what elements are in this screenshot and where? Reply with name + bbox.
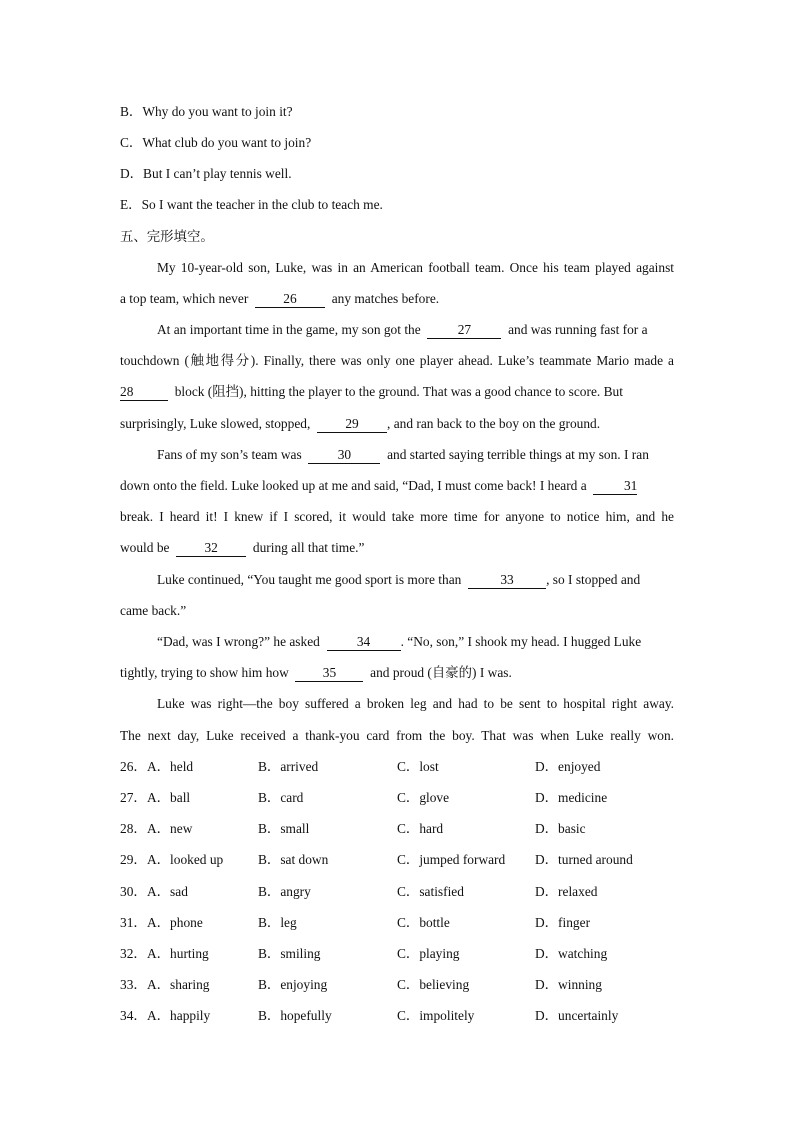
passage-line bbox=[120, 663, 674, 683]
question-row bbox=[120, 913, 680, 933]
option-c: C．hard bbox=[397, 821, 444, 836]
option-c: C．glove bbox=[397, 790, 450, 805]
option-b: B．angry bbox=[258, 884, 311, 899]
prev-option-e: E．So I want the teacher in the club to teach me. bbox=[120, 197, 383, 212]
blank-33: 33 bbox=[468, 571, 546, 589]
passage-text: down onto the field. Luke looked up at me and said, “Dad, I must come back! I heard a bbox=[120, 478, 587, 493]
passage-line bbox=[157, 632, 674, 652]
option-d: D．finger bbox=[535, 915, 591, 930]
prev-option-c: C．What club do you want to join? bbox=[120, 135, 312, 150]
question-row bbox=[120, 757, 680, 777]
question-row bbox=[120, 944, 680, 964]
option-d: D．winning bbox=[535, 977, 602, 992]
question-number: 34． bbox=[120, 1008, 147, 1023]
blank-29: 29 bbox=[317, 415, 387, 433]
passage-line: My 10-year-old son, Luke, was in an American football team. Once his team played against bbox=[157, 260, 674, 275]
prev-option-d: D．But I can’t play tennis well. bbox=[120, 166, 292, 181]
question-row bbox=[120, 850, 680, 870]
option-b: B．smiling bbox=[258, 946, 321, 961]
blank-30: 30 bbox=[308, 446, 380, 464]
blank-31: 31 bbox=[593, 477, 637, 495]
question-row bbox=[120, 788, 680, 808]
option-a: A．hurting bbox=[147, 946, 209, 961]
passage-text: and proud (自豪的) I was. bbox=[370, 665, 512, 680]
question-number: 33． bbox=[120, 977, 147, 992]
option-a: A．looked up bbox=[147, 852, 224, 867]
option-a: A．held bbox=[147, 759, 194, 774]
option-c: C．bottle bbox=[397, 915, 450, 930]
passage-text: surprisingly, Luke slowed, stopped, bbox=[120, 416, 311, 431]
passage-line bbox=[120, 476, 674, 496]
option-c: C．lost bbox=[397, 759, 439, 774]
question-row bbox=[120, 975, 680, 995]
option-d: D．uncertainly bbox=[535, 1008, 619, 1023]
passage-text: Fans of my son’s team was bbox=[157, 447, 302, 462]
section-title: 五、完形填空。 bbox=[120, 229, 214, 244]
passage-text: any matches before. bbox=[331, 291, 440, 306]
passage-text: a top team, which never bbox=[120, 291, 249, 306]
passage-text: and was running fast for a bbox=[508, 322, 648, 337]
option-d: D．relaxed bbox=[535, 884, 598, 899]
passage-text: , so I stopped and bbox=[546, 572, 641, 587]
option-c: C．jumped forward bbox=[397, 852, 506, 867]
passage-line bbox=[120, 289, 674, 309]
question-row bbox=[120, 1006, 680, 1026]
passage-text: and started saying terrible things at my son. I ran bbox=[387, 447, 649, 462]
question-row bbox=[120, 819, 680, 839]
passage-text: tightly, trying to show him how bbox=[120, 665, 289, 680]
option-d: D．turned around bbox=[535, 852, 633, 867]
question-number: 28． bbox=[120, 821, 147, 836]
option-a: A．phone bbox=[147, 915, 203, 930]
question-number: 29． bbox=[120, 852, 147, 867]
passage-line: Luke was right—the boy suffered a broken leg and had to be sent to hospital right away. bbox=[157, 696, 674, 711]
prev-option-b: B．Why do you want to join it? bbox=[120, 104, 293, 119]
option-d: D．medicine bbox=[535, 790, 608, 805]
option-b: B．leg bbox=[258, 915, 297, 930]
option-a: A．ball bbox=[147, 790, 191, 805]
option-a: A．sharing bbox=[147, 977, 210, 992]
passage-line: The next day, Luke received a thank-you card from the boy. That was when Luke really won. bbox=[120, 728, 674, 743]
option-b: B．enjoying bbox=[258, 977, 328, 992]
passage-text: , and ran back to the boy on the ground. bbox=[387, 416, 601, 431]
blank-27: 27 bbox=[427, 321, 501, 339]
blank-32: 32 bbox=[176, 539, 246, 557]
passage-line: came back.” bbox=[120, 603, 187, 618]
blank-28: 28 bbox=[120, 383, 168, 401]
question-row bbox=[120, 882, 680, 902]
option-d: D．basic bbox=[535, 821, 586, 836]
passage-text: At an important time in the game, my son got the bbox=[157, 322, 421, 337]
blank-26: 26 bbox=[255, 290, 325, 308]
question-number: 26． bbox=[120, 759, 147, 774]
option-a: A．happily bbox=[147, 1008, 211, 1023]
passage-text: during all that time.” bbox=[252, 540, 365, 555]
option-c: C．satisfied bbox=[397, 884, 464, 899]
passage-line bbox=[157, 570, 674, 590]
option-b: B．arrived bbox=[258, 759, 319, 774]
option-b: B．small bbox=[258, 821, 310, 836]
passage-line bbox=[120, 414, 674, 434]
question-number: 30． bbox=[120, 884, 147, 899]
passage-line: touchdown (触地得分). Finally, there was only one player ahead. Luke’s teammate Mario made a bbox=[120, 353, 674, 368]
option-d: D．watching bbox=[535, 946, 608, 961]
passage-text: would be bbox=[120, 540, 170, 555]
passage-text: block (阻挡), hitting the player to the ground. That was a good chance to score. But bbox=[174, 384, 623, 399]
option-b: B．hopefully bbox=[258, 1008, 332, 1023]
question-number: 32． bbox=[120, 946, 147, 961]
option-c: C．believing bbox=[397, 977, 470, 992]
passage-line bbox=[120, 382, 674, 402]
passage-text: “Dad, was I wrong?” he asked bbox=[157, 634, 320, 649]
option-c: C．playing bbox=[397, 946, 460, 961]
passage-line bbox=[157, 320, 674, 340]
passage-text: Luke continued, “You taught me good sport is more than bbox=[157, 572, 462, 587]
question-number: 27． bbox=[120, 790, 147, 805]
option-a: A．new bbox=[147, 821, 193, 836]
blank-34: 34 bbox=[327, 633, 401, 651]
option-b: B．sat down bbox=[258, 852, 329, 867]
passage-line bbox=[120, 538, 674, 558]
question-number: 31． bbox=[120, 915, 147, 930]
passage-line: break. I heard it! I knew if I scored, it would take more time for anyone to notice him, and he bbox=[120, 509, 674, 524]
passage-text: . “No, son,” I shook my head. I hugged Luke bbox=[400, 634, 642, 649]
blank-35: 35 bbox=[295, 664, 363, 682]
option-a: A．sad bbox=[147, 884, 188, 899]
option-c: C．impolitely bbox=[397, 1008, 475, 1023]
passage-line bbox=[157, 445, 674, 465]
option-d: D．enjoyed bbox=[535, 759, 601, 774]
option-b: B．card bbox=[258, 790, 304, 805]
